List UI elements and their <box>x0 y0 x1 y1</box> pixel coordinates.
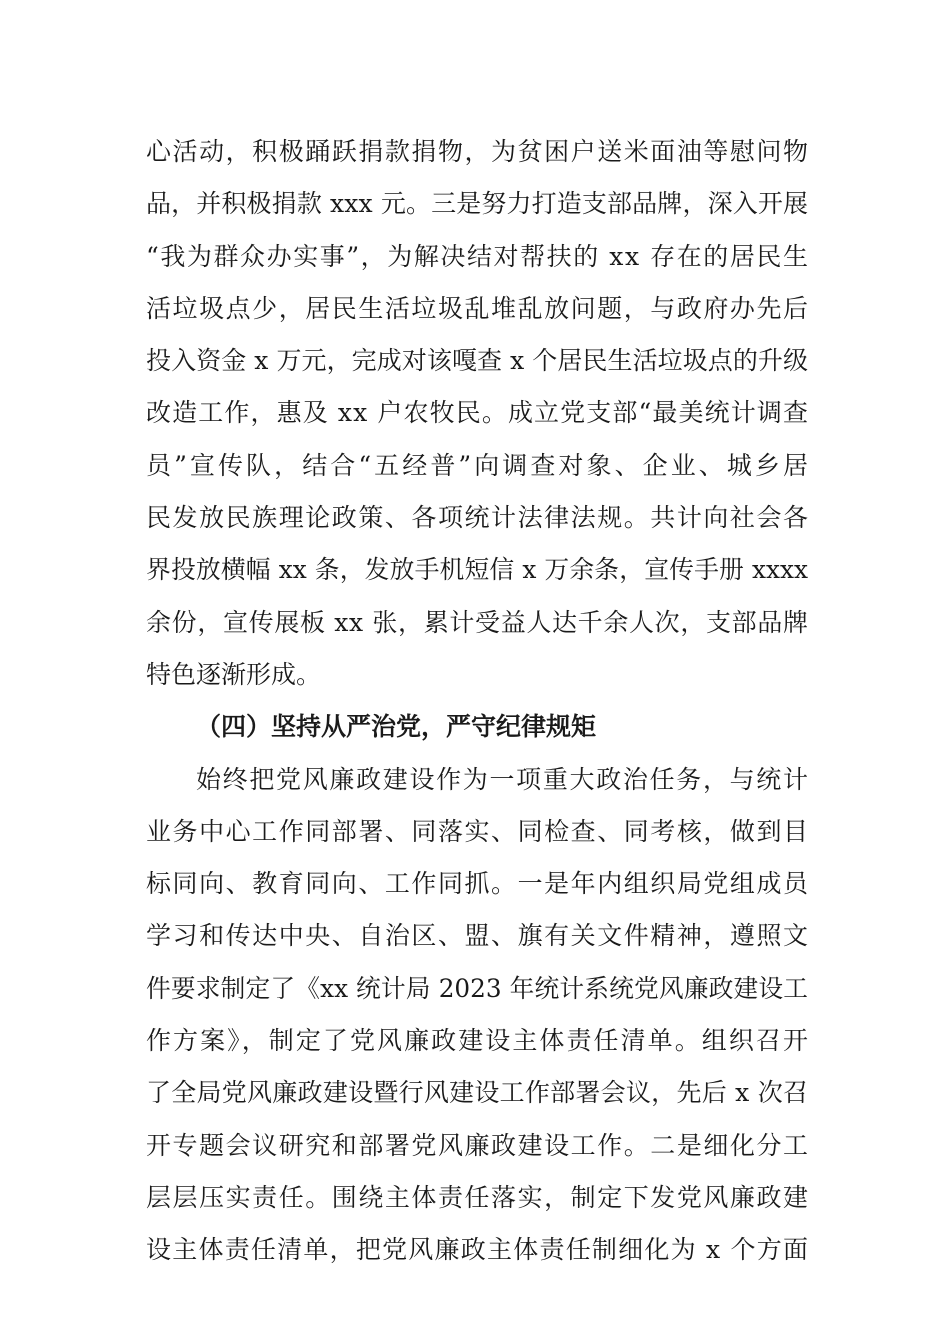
text-line: 学习和传达中央、自治区、盟、旗有关文件精神，遵照文 <box>146 921 810 951</box>
text-line: 业务中心工作同部署、同落实、同检查、同考核，做到目 <box>146 816 810 846</box>
section-heading: （四）坚持从严治党，严守纪律规矩 <box>196 712 597 742</box>
paragraph-discipline <box>146 754 811 1277</box>
text-line: 心活动，积极踊跃捐款捐物，为贫困户送米面油等慰问物 <box>146 137 810 166</box>
text-line: 投入资金 x 万元，完成对该嘎查 x 个居民生活垃圾点的升级 <box>146 346 809 376</box>
text-line: 余份，宣传展板 xx 张，累计受益人达千余人次，支部品牌 <box>146 607 809 637</box>
text-line: 始终把党风廉政建设作为一项重大政治任务，与统计 <box>196 764 810 794</box>
text-line: 开专题会议研究和部署党风廉政建设工作。二是细化分工 <box>146 1130 810 1160</box>
text-line: 作方案》，制定了党风廉政建设主体责任清单。组织召开 <box>146 1026 811 1056</box>
text-line: 界投放横幅 xx 条，发放手机短信 x 万余条，宣传手册 xxxx <box>146 555 808 585</box>
paragraph-outreach <box>146 126 812 701</box>
text-line: 特色逐渐形成。 <box>146 659 322 689</box>
text-line: 民发放民族理论政策、各项统计法律法规。共计向社会各 <box>146 503 810 533</box>
text-line: 设主体责任清单，把党风廉政主体责任制细化为 x 个方面 <box>146 1235 810 1265</box>
text-line: 件要求制定了《xx 统计局 2023 年统计系统党风廉政建设工 <box>146 973 808 1003</box>
text-line: 了全局党风廉政建设暨行风建设工作部署会议，先后 x 次召 <box>146 1078 809 1108</box>
text-line: 活垃圾点少，居民生活垃圾乱堆乱放问题，与政府办先后 <box>146 293 810 323</box>
text-line: 层层压实责任。围绕主体责任落实，制定下发党风廉政建 <box>146 1182 810 1212</box>
text-line: 改造工作，惠及 xx 户农牧民。成立党支部“最美统计调查 <box>146 398 810 428</box>
text-line: “我为群众办实事”，为解决结对帮扶的 xx 存在的居民生 <box>146 241 810 271</box>
text-line: 品，并积极捐款 xxx 元。三是努力打造支部品牌，深入开展 <box>146 189 809 219</box>
text-line: 标同向、教育同向、工作同抓。一是年内组织局党组成员 <box>146 869 810 899</box>
document-body <box>146 126 812 1277</box>
text-line: 员”宣传队，结合“五经普”向调查对象、企业、城乡居 <box>146 450 812 480</box>
